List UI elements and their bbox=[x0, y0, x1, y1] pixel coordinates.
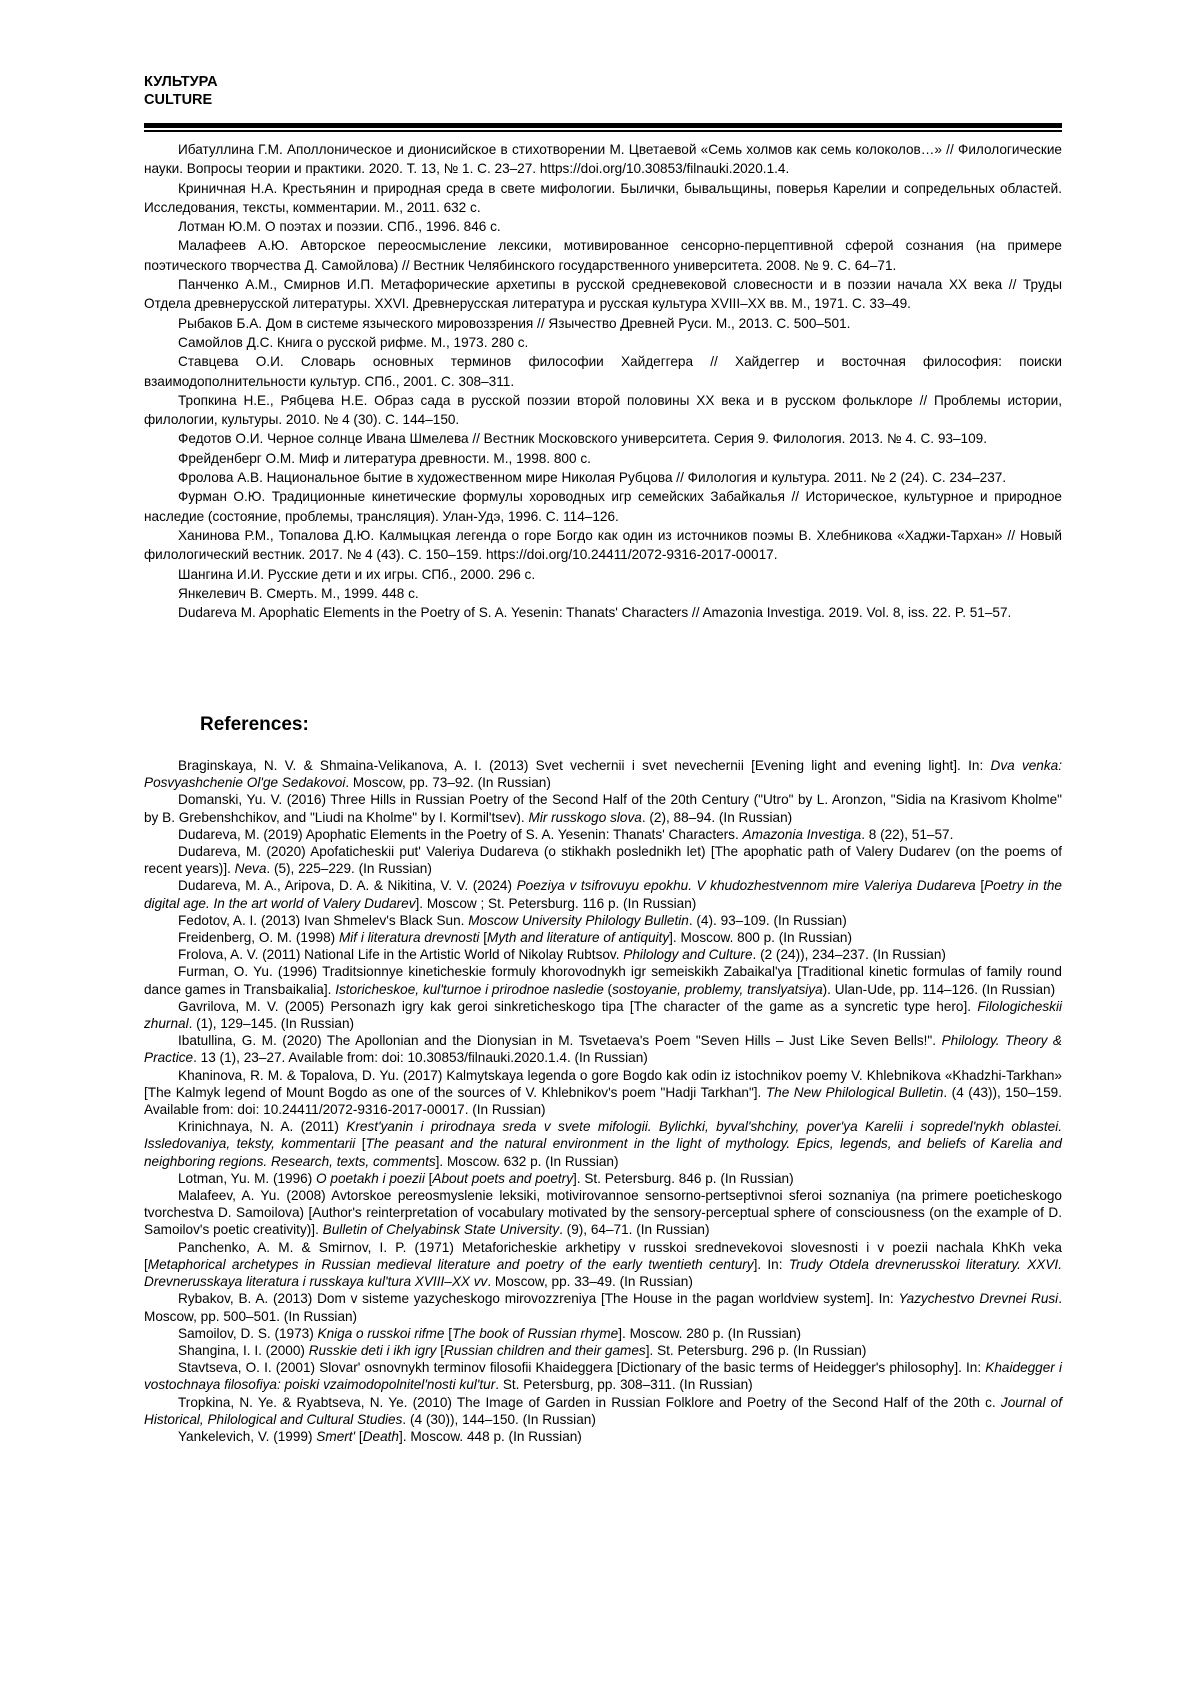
reference-title-italic: Poetry in the digital age. In the art world of Valery Dudarev bbox=[144, 878, 1062, 911]
reference-entry bbox=[144, 757, 1062, 791]
reference-text: ]. Moscow. 800 p. (In Russian) bbox=[669, 930, 852, 946]
reference-text: . (9), 64–71. (In Russian) bbox=[559, 1222, 710, 1238]
reference-title-italic: sostoyanie, problemy, translyatsiya bbox=[612, 981, 823, 997]
reference-text: Khaninova, R. M. & Topalova, D. Yu. (2017) Kalmytskaya legenda o gore Bogdo kak odin iz istochnikov poemy V. Khlebnikova «Khadzhi-Tarkhan» [The Kalmyk legend of Mount Bogdo as one of the sources of V. Khlebnikov's poem "Hadji Tarkhan"]. bbox=[144, 1067, 1062, 1100]
reference-text: . (2), 88–94. (In Russian) bbox=[641, 809, 793, 825]
reference-entry: Фурман О.Ю. Традиционные кинетические формулы хороводных игр семейских Забайкалья // Историческое, культурное и природное наследие (состояние, проблемы, трансляция). Улан-Удэ, 1996. С. 114–126. bbox=[144, 489, 1062, 524]
reference-title-italic: Trudy Otdela drevnerusskoi literatury. XXVI. Drevnerusskaya literatura i russkaya kul'tura XVIII–XX vv bbox=[144, 1256, 1062, 1290]
reference-entry: Лотман Ю.М. О поэтах и поэзии. СПб., 1996. 846 с. bbox=[178, 219, 501, 235]
reference-text: Gavrilova, M. V. (2005) Personazh igry kak geroi sinkreticheskogo tipa [The character of the game as a syncretic type hero]. bbox=[178, 998, 978, 1014]
reference-entry bbox=[144, 946, 1062, 963]
reference-entry bbox=[144, 1428, 1062, 1445]
reference-entry: Самойлов Д.С. Книга о русской рифме. М., 1973. 280 с. bbox=[178, 334, 529, 350]
reference-title-italic: Myth and literature of antiquity bbox=[487, 930, 670, 946]
references-heading: References: bbox=[200, 714, 309, 735]
reference-text: Malafeev, A. Yu. (2008) Avtorskoe pereosmyslenie leksiki, motivirovannoe sensorno-pertseptivnoi sferoi soznaniya (na primere poeticheskogo tvorchestva D. Samoilova) [Author's reinterpretation of vocabulary motivated by the sensory-perceptual sphere of consciousness (on the example of D. Samoilov's poetic creativity)]. bbox=[144, 1188, 1062, 1238]
reference-text: Freidenberg, O. M. (1998) bbox=[178, 930, 339, 946]
reference-text: Lotman, Yu. M. (1996) bbox=[178, 1170, 317, 1186]
reference-text: Samoilov, D. S. (1973) bbox=[178, 1325, 318, 1341]
reference-text: . 8 (22), 51–57. bbox=[861, 826, 954, 842]
reference-entry bbox=[144, 963, 1062, 997]
reference-entry bbox=[144, 1032, 1062, 1066]
reference-title-italic: O poetakh i poezii bbox=[316, 1170, 425, 1186]
reference-text: Shangina, I. I. (2000) bbox=[178, 1342, 309, 1358]
reference-text: [ bbox=[479, 930, 488, 946]
reference-text: . (4 (43)), 150–159. Available from: doi: 10.24411/2072-9316-2017-00017. (In Russian) bbox=[144, 1084, 1062, 1118]
reference-title-italic: Kniga o russkoi rifme bbox=[317, 1325, 445, 1341]
reference-text: Dudareva, M. (2019) Apophatic Elements in the Poetry of S. A. Yesenin: Thanats' Characters. bbox=[178, 826, 743, 842]
reference-title-italic: Dva venka: Posvyashchenie Ol'ge Sedakovoi bbox=[144, 758, 1062, 791]
reference-title-italic: Journal of Historical, Philological and Cultural Studies bbox=[144, 1394, 1063, 1427]
reference-text: Yankelevich, V. (1999) bbox=[178, 1428, 317, 1444]
section-title-ru: КУЛЬТУРА bbox=[144, 74, 218, 90]
reference-entry: Тропкина Н.Е., Рябцева Н.Е. Образ сада в русской поэзии второй половины XX века и в русском фольклоре // Проблемы истории, филологии, культуры. 2010. № 4 (30). С. 144–150. bbox=[144, 392, 1062, 428]
reference-entry bbox=[144, 877, 1062, 911]
reference-text: [ bbox=[424, 1170, 433, 1186]
reference-title-italic: Yazychestvo Drevnei Rusi bbox=[898, 1291, 1059, 1307]
reference-title-italic: The New Philological Bulletin bbox=[765, 1084, 944, 1100]
reference-title-italic: Metaphorical archetypes in Russian medieval literature and poetry of the early twentieth century bbox=[147, 1256, 754, 1272]
reference-entry: Dudareva M. Apophatic Elements in the Poetry of S. A. Yesenin: Thanats' Characters // Amazonia Investiga. 2019. Vol. 8, iss. 22. P. 51–57. bbox=[178, 605, 1012, 621]
reference-entry: Фрейденберг О.М. Миф и литература древности. М., 1998. 800 с. bbox=[178, 450, 591, 466]
reference-text: ( bbox=[603, 981, 613, 997]
reference-entry: Федотов О.И. Черное солнце Ивана Шмелева // Вестник Московского университета. Серия 9. Филология. 2013. № 4. С. 93–109. bbox=[178, 431, 987, 447]
reference-text: Rybakov, B. A. (2013) Dom v sisteme yazycheskogo mirovozzreniya [The House in the pagan worldview system]. In: bbox=[178, 1291, 899, 1307]
reference-text: Braginskaya, N. V. & Shmaina-Velikanova, A. I. (2013) Svet vechernii i svet nevechernii [Evening light and evening light]. In: bbox=[178, 758, 991, 773]
reference-text: . (4 (30)), 144–150. (In Russian) bbox=[402, 1411, 596, 1427]
reference-entry: Малафеев А.Ю. Авторское переосмысление лексики, мотивированное сенсорно-перцептивной сферой сознания (на примере поэтического творчества Д. Самойлова) // Вестник Челябинского государственного университета. 2008. № 9. С. 64–71. bbox=[144, 238, 1062, 273]
reference-title-italic: About poets and poetry bbox=[432, 1170, 573, 1186]
reference-entry: Фролова А.В. Национальное бытие в художественном мире Николая Рубцова // Филология и культура. 2011. № 2 (24). С. 234–237. bbox=[178, 470, 1007, 486]
header-rule-thick bbox=[144, 123, 1062, 128]
reference-text: . (1), 129–145. (In Russian) bbox=[188, 1016, 355, 1032]
reference-title-italic: Philology. Theory & Practice bbox=[144, 1033, 1062, 1066]
section-title-en: CULTURE bbox=[144, 92, 213, 108]
reference-entry bbox=[144, 826, 1062, 843]
reference-title-italic: Russkie deti i ikh igry bbox=[308, 1342, 437, 1358]
reference-title-italic: Moscow University Philology Bulletin bbox=[468, 912, 689, 928]
english-reference-list bbox=[144, 757, 1062, 1445]
reference-text: . 13 (1), 23–27. Available from: doi: 10.30853/filnauki.2020.1.4. (In Russian) bbox=[193, 1050, 648, 1066]
reference-entry bbox=[144, 1290, 1062, 1324]
reference-title-italic: Mir russkogo slova bbox=[528, 809, 642, 825]
reference-entry bbox=[144, 843, 1062, 877]
reference-title-italic: Smert' bbox=[316, 1428, 356, 1444]
reference-text: . St. Petersburg, pp. 308–311. (In Russian) bbox=[495, 1377, 753, 1393]
reference-text: . Moscow, pp. 73–92. (In Russian) bbox=[345, 775, 551, 791]
reference-title-italic: Khaidegger i vostochnaya filosofiya: poiski vzaimodopolnitel'nosti kul'tur bbox=[144, 1360, 1062, 1393]
header-rule-thin bbox=[144, 130, 1062, 132]
reference-entry bbox=[144, 1170, 1062, 1187]
reference-text: [ bbox=[444, 1325, 453, 1341]
reference-entry bbox=[144, 1325, 1062, 1342]
reference-title-italic: Filologicheskii zhurnal bbox=[144, 998, 1062, 1032]
reference-entry bbox=[144, 998, 1062, 1032]
reference-text: ). Ulan-Ude, pp. 114–126. (In Russian) bbox=[822, 981, 1056, 997]
reference-title-italic: Philology and Culture bbox=[623, 947, 753, 963]
reference-text: Domanski, Yu. V. (2016) Three Hills in Russian Poetry of the Second Half of the 20th Century ("Utro" by L. Aronzon, "Sidia na Krasivom Kholme" by B. Grebenshchikov, and "Liudi na Kholme" by I. Kormil'tsev). bbox=[144, 792, 1062, 825]
reference-entry bbox=[144, 1394, 1062, 1428]
reference-entry: Ибатуллина Г.М. Аполлоническое и дионисийское в стихотворении М. Цветаевой «Семь холмов как семь колоколов…» // Филологические науки. Вопросы теории и практики. 2020. Т. 13, № 1. С. 23–27. https://doi.org/10.30853/filnauki.2020.1.4. bbox=[144, 142, 1062, 177]
reference-text: . Moscow, pp. 33–49. (In Russian) bbox=[487, 1274, 693, 1290]
reference-entry bbox=[144, 791, 1062, 825]
reference-title-italic: Amazonia Investiga bbox=[742, 826, 862, 842]
reference-entry: Ставцева О.И. Словарь основных терминов философии Хайдеггера // Хайдеггер и восточная философия: поиски взаимодополнительности культур. СПб., 2001. С. 308–311. bbox=[144, 354, 1062, 389]
reference-text: Stavtseva, O. I. (2001) Slovar' osnovnykh terminov filosofii Khaideggera [Dictionary of the basic terms of Heidegger's philosophy]. In: bbox=[178, 1360, 986, 1376]
reference-text: Ibatullina, G. M. (2020) The Apollonian and the Dionysian in M. Tsvetaeva's Poem "Seven Hills – Just Like Seven Bells!". bbox=[178, 1033, 942, 1049]
reference-text: ]. Moscow. 632 p. (In Russian) bbox=[435, 1153, 619, 1169]
reference-text: . (4). 93–109. (In Russian) bbox=[688, 912, 847, 928]
reference-text: [ bbox=[975, 878, 985, 894]
reference-text: [ bbox=[355, 1136, 366, 1152]
reference-text: Dudareva, M. (2020) Apofaticheskii put' Valeriya Dudareva (o stikhakh poslednikh let) [The apophatic path of Valery Dudarev (on the poems of recent years)]. bbox=[144, 844, 1062, 877]
reference-text: Frolova, A. V. (2011) National Life in the Artistic World of Nikolay Rubtsov. bbox=[178, 947, 624, 963]
reference-title-italic: Poeziya v tsifrovuyu epokhu. V khudozhestvennom mire Valeriya Dudareva bbox=[516, 878, 976, 894]
reference-text: Krinichnaya, N. A. (2011) bbox=[178, 1119, 347, 1135]
reference-entry: Ханинова Р.М., Топалова Д.Ю. Калмыцкая легенда о горе Богдо как один из источников поэмы В. Хлебникова «Хаджи-Тархан» // Новый филологический вестник. 2017. № 4 (43). С. 150–159. https://doi.org/10.24411/2072-9316-2017-00017. bbox=[144, 527, 1062, 563]
reference-title-italic: Mif i literatura drevnosti bbox=[338, 930, 480, 946]
reference-title-italic: Istoricheskoe, kul'turnoe i prirodnoe nasledie bbox=[335, 981, 604, 997]
reference-text: . (5), 225–229. (In Russian) bbox=[266, 861, 432, 877]
reference-text: ]. Moscow. 280 p. (In Russian) bbox=[618, 1325, 802, 1341]
russian-reference-list bbox=[144, 140, 1062, 622]
reference-entry bbox=[144, 1067, 1062, 1119]
reference-entry: Янкелевич В. Смерть. М., 1999. 448 с. bbox=[178, 585, 419, 601]
reference-title-italic: The book of Russian rhyme bbox=[452, 1325, 619, 1341]
reference-entry bbox=[144, 1359, 1062, 1393]
reference-text: [ bbox=[355, 1428, 363, 1444]
reference-entry: Шангина И.И. Русские дети и их игры. СПб., 2000. 296 с. bbox=[178, 566, 536, 582]
reference-text: [ bbox=[436, 1342, 444, 1358]
reference-entry bbox=[144, 912, 1062, 929]
reference-title-italic: The peasant and the natural environment in the light of mythology. Epics, legends, and beliefs of Karelia and neighboring regions. Research, texts, comments bbox=[144, 1136, 1062, 1169]
reference-title-italic: Neva bbox=[234, 861, 267, 877]
reference-text: . (2 (24)), 234–237. (In Russian) bbox=[752, 947, 946, 963]
reference-text: Panchenko, A. M. & Smirnov, I. P. (1971) Metaforicheskie arkhetipy v russkoi srednevekovoi slovesnosti i v poezii nachala KhKh veka [ bbox=[144, 1239, 1062, 1272]
reference-text: ]. In: bbox=[753, 1256, 789, 1272]
journal-section-header bbox=[144, 73, 218, 109]
reference-entry bbox=[144, 1239, 1062, 1291]
reference-text: Furman, O. Yu. (1996) Traditsionnye kineticheskie formuly khorovodnykh igr semeiskikh Zabaikal'ya [Traditional kinetic formulas of family round dance games in Transbaikalia]. bbox=[144, 964, 1062, 997]
reference-entry: Криничная Н.А. Крестьянин и природная среда в свете мифологии. Былички, бывальщины, поверья Карелии и сопредельных областей. Исследования, тексты, комментарии. М., 2011. 632 с. bbox=[144, 180, 1062, 215]
reference-entry bbox=[144, 929, 1062, 946]
reference-text: Dudareva, M. A., Aripova, D. A. & Nikitina, V. V. (2024) bbox=[178, 878, 517, 894]
reference-entry bbox=[144, 1342, 1062, 1359]
reference-entry bbox=[144, 1118, 1062, 1170]
reference-text: ]. St. Petersburg. 296 p. (In Russian) bbox=[645, 1342, 867, 1358]
reference-title-italic: Death bbox=[362, 1428, 399, 1444]
reference-text: ]. Moscow ; St. Petersburg. 116 p. (In Russian) bbox=[415, 895, 697, 911]
reference-text: Fedotov, A. I. (2013) Ivan Shmelev's Black Sun. bbox=[178, 912, 469, 928]
reference-text: Tropkina, N. Ye. & Ryabtseva, N. Ye. (2010) The Image of Garden in Russian Folklore and Poetry of the Second Half of the 20th c. bbox=[178, 1394, 1001, 1410]
reference-text: . Moscow, pp. 500–501. (In Russian) bbox=[144, 1291, 1062, 1324]
reference-entry bbox=[144, 1187, 1062, 1239]
reference-title-italic: Russian children and their games bbox=[443, 1342, 646, 1358]
reference-entry: Панченко А.М., Смирнов И.П. Метафорические архетипы в русской средневековой словесности и в поэзии начала XX века // Труды Отдела древнерусской литературы. XXVI. Древнерусская литература и русская культура XVIII–XX вв. М., 1971. С. 33–49. bbox=[144, 277, 1062, 312]
reference-text: ]. Moscow. 448 p. (In Russian) bbox=[399, 1428, 582, 1444]
reference-title-italic: Krest'yanin i prirodnaya sreda v svete mifologii. Bylichki, byval'shchiny, pover'ya Karelii i sopredel'nykh oblastei. Issledovaniya, teksty, kommentarii bbox=[144, 1119, 1063, 1152]
reference-title-italic: Bulletin of Chelyabinsk State University bbox=[322, 1222, 560, 1238]
reference-text: ]. St. Petersburg. 846 p. (In Russian) bbox=[573, 1170, 794, 1186]
reference-entry: Рыбаков Б.А. Дом в системе языческого мировоззрения // Язычество Древней Руси. М., 2013. С. 500–501. bbox=[178, 315, 851, 331]
